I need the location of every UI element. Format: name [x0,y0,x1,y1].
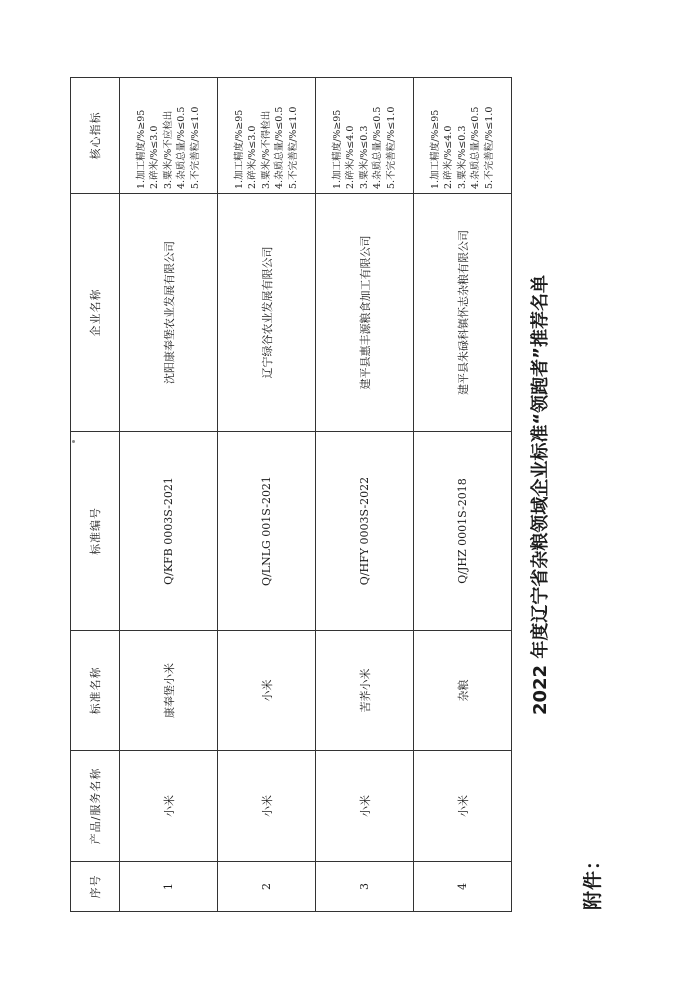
row-metrics [218,78,316,194]
row-product: 小米 [316,751,414,862]
header-index: 序号 [71,862,120,912]
row-standard-name: 杂粮 [414,631,512,751]
metric-line: 2.碎米/%≤3.0 [149,125,161,189]
row-company: 建平县朱碌科镇怀志杂粮有限公司 [414,194,512,432]
table-row [218,78,316,912]
metric-line: 2.碎米/%≤4.0 [443,125,455,189]
row-index: 1 [120,862,218,912]
header-standard-code: 标准编号 [71,432,120,631]
metric-line: 4.杂质总量/%≤0.5 [176,106,188,189]
metric-line: 2.碎米/%≤4.0 [345,125,357,189]
table-row [316,78,414,912]
row-metrics [316,78,414,194]
header-company: 企业名称 [71,194,120,432]
rotated-content [70,70,630,920]
row-standard-code: Q/LNLG 001S-2021 [218,432,316,631]
row-company: 沈阳康奉堡农业发展有限公司 [120,194,218,432]
row-index: 2 [218,862,316,912]
metric-line: 5.不完善粒/%≤1.0 [385,106,397,189]
header-standard-name: 标准名称 [71,631,120,751]
table-row [414,78,512,912]
metric-line: 3.粟米/%≤0.3 [358,125,370,189]
row-product: 小米 [414,751,512,862]
metric-line: 2.碎米/%≤3.0 [247,125,259,189]
table-header-row [71,78,120,912]
row-product: 小米 [218,751,316,862]
metric-line: 4.杂质总量/%≤0.5 [372,106,384,189]
row-index: 4 [414,862,512,912]
row-standard-code: Q/HFY 0003S-2022 [316,432,414,631]
attachment-label: 附件： [582,849,604,910]
metric-line: 1.加工精度/%≥95 [331,109,343,189]
metric-line: 5.不完善粒/%≤1.0 [483,106,495,189]
header-product: 产品/服务名称 [71,751,120,862]
row-standard-name: 苦荞小米 [316,631,414,751]
metric-line: 3.粟米/%不应检出 [162,110,174,189]
row-company: 辽宁绿谷农业发展有限公司 [218,194,316,432]
row-product: 小米 [120,751,218,862]
row-metrics [414,78,512,194]
row-standard-name: 小米 [218,631,316,751]
metric-line: 3.粟米/%不得检出 [260,110,272,189]
table-row [120,78,218,912]
row-standard-code: Q/JHZ 0001S-2018 [414,432,512,631]
recommendation-table [70,77,512,912]
scan-speck [72,440,75,443]
metric-line: 5.不完善粒/%≤1.0 [189,106,201,189]
metric-line: 4.杂质总量/%≤0.5 [274,106,286,189]
row-standard-code: Q/KFB 0003S-2021 [120,432,218,631]
metric-line: 4.杂质总量/%≤0.5 [470,106,482,189]
metric-line: 3.粟米/%≤0.3 [456,125,468,189]
row-standard-name: 康奉堡小米 [120,631,218,751]
metric-line: 1.加工精度/%≥95 [429,109,441,189]
metric-line: 5.不完善粒/%≤1.0 [287,106,299,189]
metric-line: 1.加工精度/%≥95 [135,109,147,189]
row-metrics [120,78,218,194]
document-title: 2022 年度辽宁省杂粮领域企业标准“领跑者”推荐名单 [530,274,551,716]
row-index: 3 [316,862,414,912]
metric-line: 1.加工精度/%≥95 [233,109,245,189]
header-metrics: 核心指标 [71,78,120,194]
row-company: 建平县惠丰源粮食加工有限公司 [316,194,414,432]
